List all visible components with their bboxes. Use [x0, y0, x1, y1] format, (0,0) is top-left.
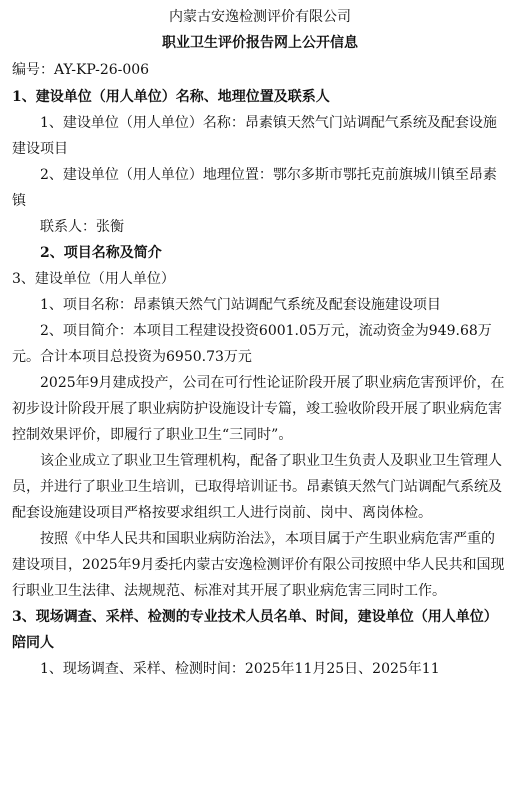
section-3-pre-heading: 3、建设单位（用人单位）	[12, 271, 175, 287]
project-paragraph-3: 按照《中华人民共和国职业病防治法》，本项目属于产生职业病危害严重的建设项目，2025年9月委托内蒙古安逸检测评价有限公司按照中华人民共和国现行职业卫生法律、法规规范、标准对其开展了职业病危害三同时工作。	[12, 531, 505, 599]
unit-name-paragraph: 1、建设单位（用人单位）名称：昂素镇天然气门站调配气系统及配套设施建设项目	[12, 115, 497, 157]
document-title: 职业卫生评价报告网上公开信息	[162, 35, 358, 51]
project-paragraph-1: 2025年9月建成投产，公司在可行性论证阶段开展了职业病危害预评价，在初步设计阶段开展了职业病防护设施设计专篇，竣工验收阶段开展了职业病危害控制效果评价，即履行了职业卫生“三同时”。	[12, 375, 505, 443]
project-intro-paragraph: 2、项目简介：本项目工程建设投资6001.05万元，流动资金为949.68万元。合计本项目总投资为6950.73万元	[12, 323, 492, 365]
unit-location-paragraph: 2、建设单位（用人单位）地理位置：鄂尔多斯市鄂托克前旗城川镇至昂素镇	[12, 167, 497, 209]
section-2-heading: 2、项目名称及简介	[40, 245, 162, 261]
survey-time-paragraph: 1、现场调查、采样、检测时间：2025年11月25日、2025年11	[40, 661, 440, 677]
project-name-paragraph: 1、项目名称：昂素镇天然气门站调配气系统及配套设施建设项目	[40, 297, 441, 313]
contact-person: 联系人：张衡	[40, 219, 124, 235]
company-name: 内蒙古安逸检测评价有限公司	[169, 9, 351, 25]
section-1-heading: 1、建设单位（用人单位）名称、地理位置及联系人	[12, 89, 330, 105]
section-3-heading: 3、现场调查、采样、检测的专业技术人员名单、时间，建设单位（用人单位）陪同人	[12, 609, 498, 651]
serial-number: 编号：AY-KP-26-006	[12, 62, 150, 78]
project-paragraph-2: 该企业成立了职业卫生管理机构，配备了职业卫生负责人及职业卫生管理人员，并进行了职业卫生培训，已取得培训证书。昂素镇天然气门站调配气系统及配套设施建设项目严格按要求组织工人进行岗前、岗中、离岗体检。	[12, 453, 502, 521]
